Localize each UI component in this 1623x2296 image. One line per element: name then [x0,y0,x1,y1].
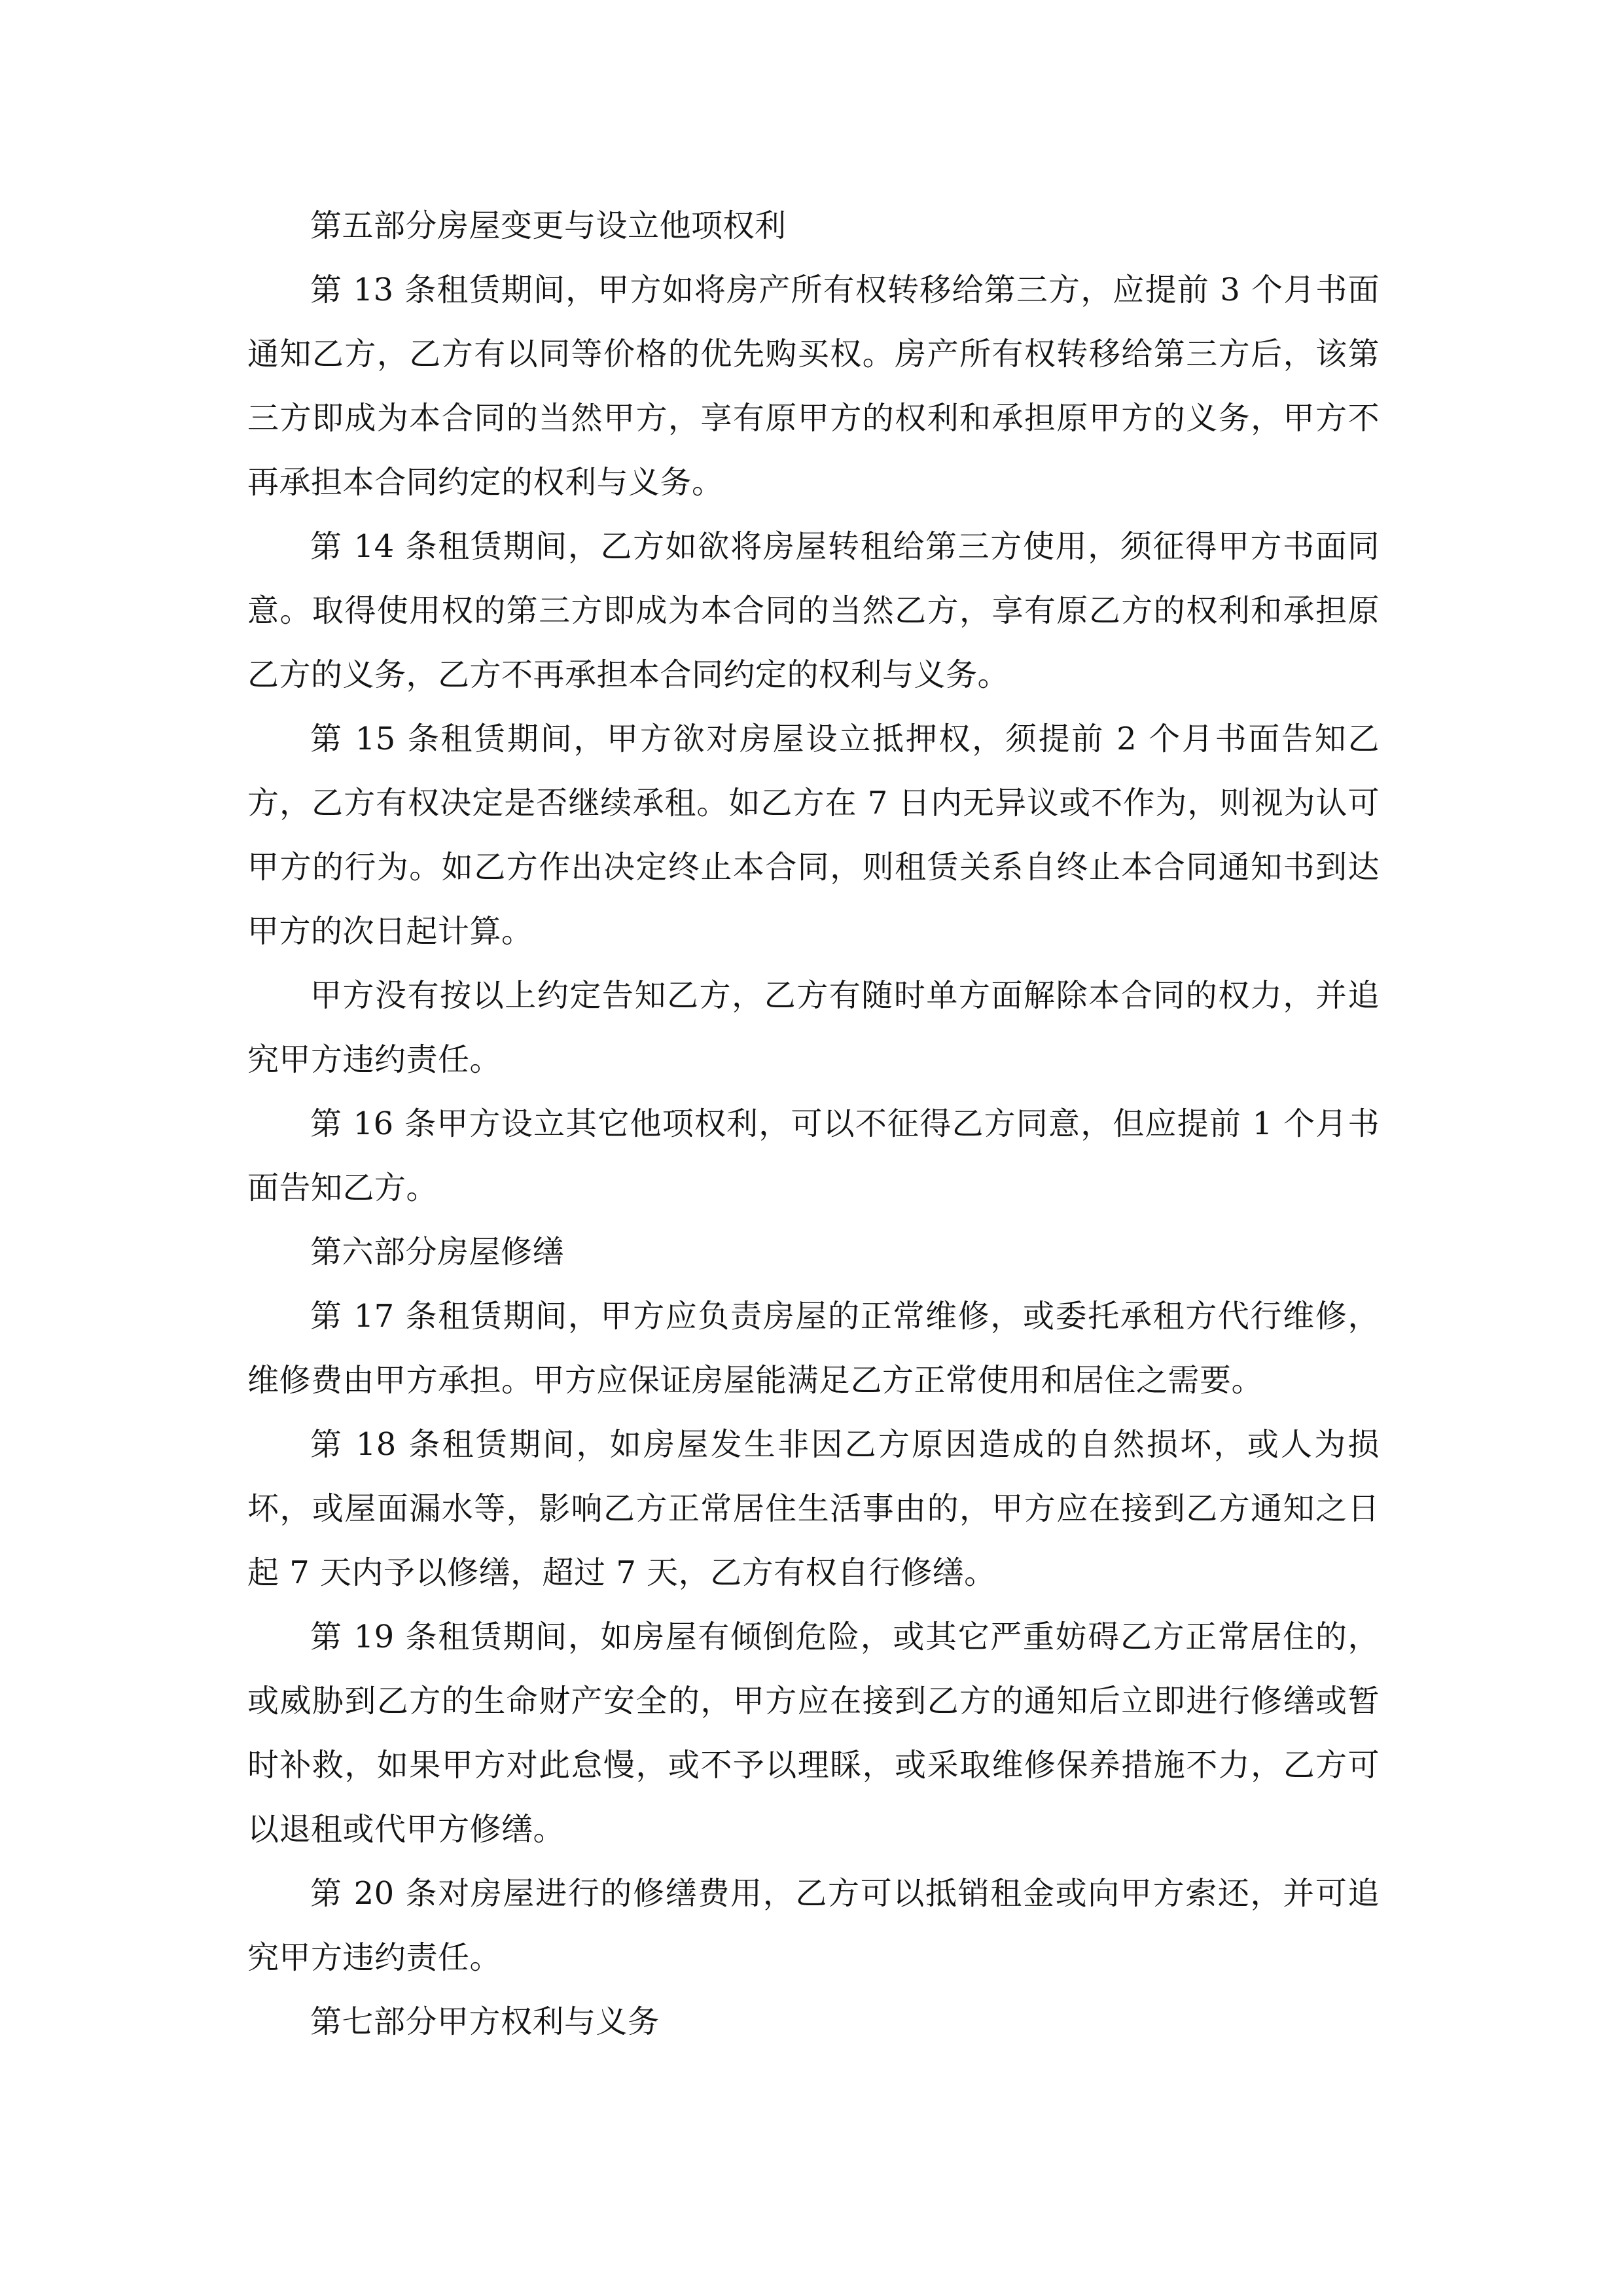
section-heading-7: 第七部分甲方权利与义务 [310,2003,660,2040]
clause-17: 第 17 条租赁期间，甲方应负责房屋的正常维修，或委托承租方代行维修，维修费由甲方承担。甲方应保证房屋能满足乙方正常使用和居住之需要。 [247,1298,1380,1399]
clause-19: 第 19 条租赁期间，如房屋有倾倒危险，或其它严重妨碍乙方正常居住的，或威胁到乙方的生命财产安全的，甲方应在接到乙方的通知后立即进行修缮或暂时补救，如果甲方对此怠慢，或不予以理睬，或采取维修保养措施不力，乙方可以退租或代甲方修缮。 [247,1619,1380,1848]
clause-18: 第 18 条租赁期间，如房屋发生非因乙方原因造成的自然损坏，或人为损坏，或屋面漏水等，影响乙方正常居住生活事由的，甲方应在接到乙方通知之日起 7 天内予以修缮，超过 7 天，乙方有权自行修缮。 [247,1426,1380,1591]
section-heading-6: 第六部分房屋修缮 [310,1234,565,1270]
clause-13: 第 13 条租赁期间，甲方如将房产所有权转移给第三方，应提前 3 个月书面通知乙方，乙方有以同等价格的优先购买权。房产所有权转移给第三方后，该第三方即成为本合同的当然甲方，享有原甲方的权利和承担原甲方的义务，甲方不再承担本合同约定的权利与义务。 [247,272,1380,501]
clause-20: 第 20 条对房屋进行的修缮费用，乙方可以抵销租金或向甲方索还，并可追究甲方违约责任。 [247,1875,1380,1976]
document-page [247,194,1380,2054]
clause-16: 第 16 条甲方设立其它他项权利，可以不征得乙方同意，但应提前 1 个月书面告知乙方。 [247,1105,1380,1206]
clause-14: 第 14 条租赁期间，乙方如欲将房屋转租给第三方使用，须征得甲方书面同意。取得使用权的第三方即成为本合同的当然乙方，享有原乙方的权利和承担原乙方的义务，乙方不再承担本合同约定的权利与义务。 [247,528,1380,693]
clause-15-note: 甲方没有按以上约定告知乙方，乙方有随时单方面解除本合同的权力，并追究甲方违约责任。 [247,977,1380,1078]
section-heading-5: 第五部分房屋变更与设立他项权利 [310,207,787,244]
clause-15: 第 15 条租赁期间，甲方欲对房屋设立抵押权，须提前 2 个月书面告知乙方，乙方有权决定是否继续承租。如乙方在 7 日内无异议或不作为，则视为认可甲方的行为。如乙方作出决定终止本合同，则租赁关系自终止本合同通知书到达甲方的次日起计算。 [247,721,1380,950]
